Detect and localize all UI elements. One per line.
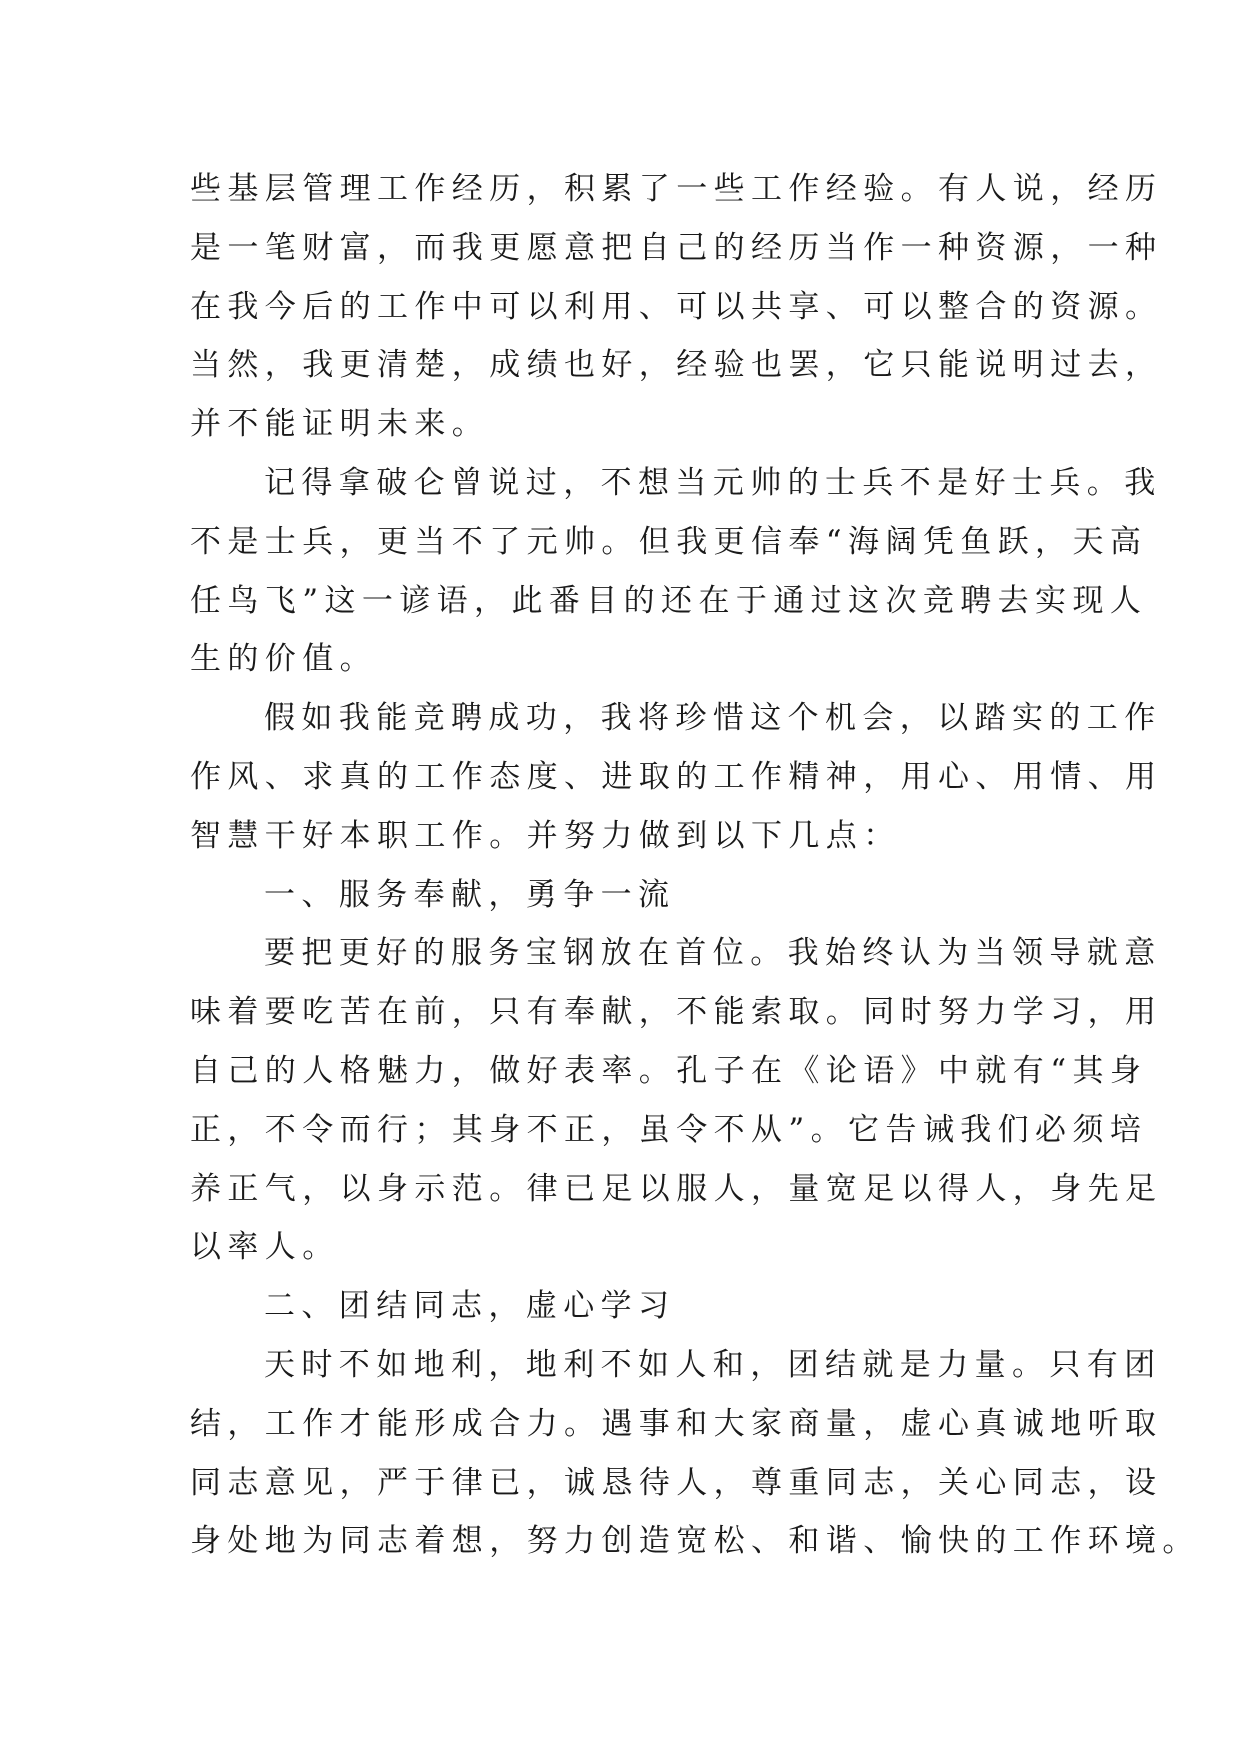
- text-line: 些基层管理工作经历，积累了一些工作经验。有人说，经历: [190, 171, 1163, 207]
- text-line: 生的价值。: [190, 641, 377, 678]
- text-line: 味着要吃苦在前，只有奉献，不能索取。同时努力学习，用: [190, 994, 1163, 1031]
- text-line: 当然，我更清楚，成绩也好，经验也罢，它只能说明过去，: [190, 347, 1163, 384]
- text-line: 正，不令而行；其身不正，虽令不从”。它告诫我们必须培: [190, 1111, 1148, 1148]
- text-line: 并不能证明未来。: [190, 406, 490, 443]
- text-line: 养正气，以身示范。律已足以服人，量宽足以得人，身先足: [190, 1170, 1163, 1207]
- text-line: 任鸟飞”这一谚语，此番目的还在于通过这次竞聘去实现人: [190, 582, 1148, 619]
- text-line: 智慧干好本职工作。并努力做到以下几点：: [190, 817, 901, 854]
- text-line: 一、服务奉献，勇争一流: [264, 876, 676, 913]
- text-line: 自己的人格魅力，做好表率。孔子在《论语》中就有“其身: [190, 1052, 1148, 1089]
- text-line: 二、团结同志，虚心学习: [264, 1288, 676, 1325]
- text-line: 天时不如地利，地利不如人和，团结就是力量。只有团: [264, 1346, 1162, 1383]
- text-line: 以率人。: [190, 1229, 340, 1266]
- text-line: 同志意见，严于律已，诚恳待人，尊重同志，关心同志，设: [190, 1464, 1163, 1501]
- text-line: 假如我能竞聘成功，我将珍惜这个机会，以踏实的工作: [264, 700, 1162, 737]
- text-line: 不是士兵，更当不了元帅。但我更信奉“海阔凭鱼跃，天高: [190, 523, 1148, 560]
- text-line: 要把更好的服务宝钢放在首位。我始终认为当领导就意: [264, 935, 1162, 972]
- body-text: [190, 160, 1200, 1571]
- text-line: 在我今后的工作中可以利用、可以共享、可以整合的资源。: [190, 288, 1163, 325]
- text-line: 身处地为同志着想，努力创造宽松、和谐、愉快的工作环境。: [190, 1523, 1200, 1560]
- text-line: 记得拿破仑曾说过，不想当元帅的士兵不是好士兵。我: [264, 464, 1162, 501]
- text-line: 结，工作才能形成合力。遇事和大家商量，虚心真诚地听取: [190, 1405, 1163, 1442]
- text-line: 作风、求真的工作态度、进取的工作精神，用心、用情、用: [190, 758, 1163, 795]
- text-line: 是一笔财富，而我更愿意把自己的经历当作一种资源，一种: [190, 229, 1163, 266]
